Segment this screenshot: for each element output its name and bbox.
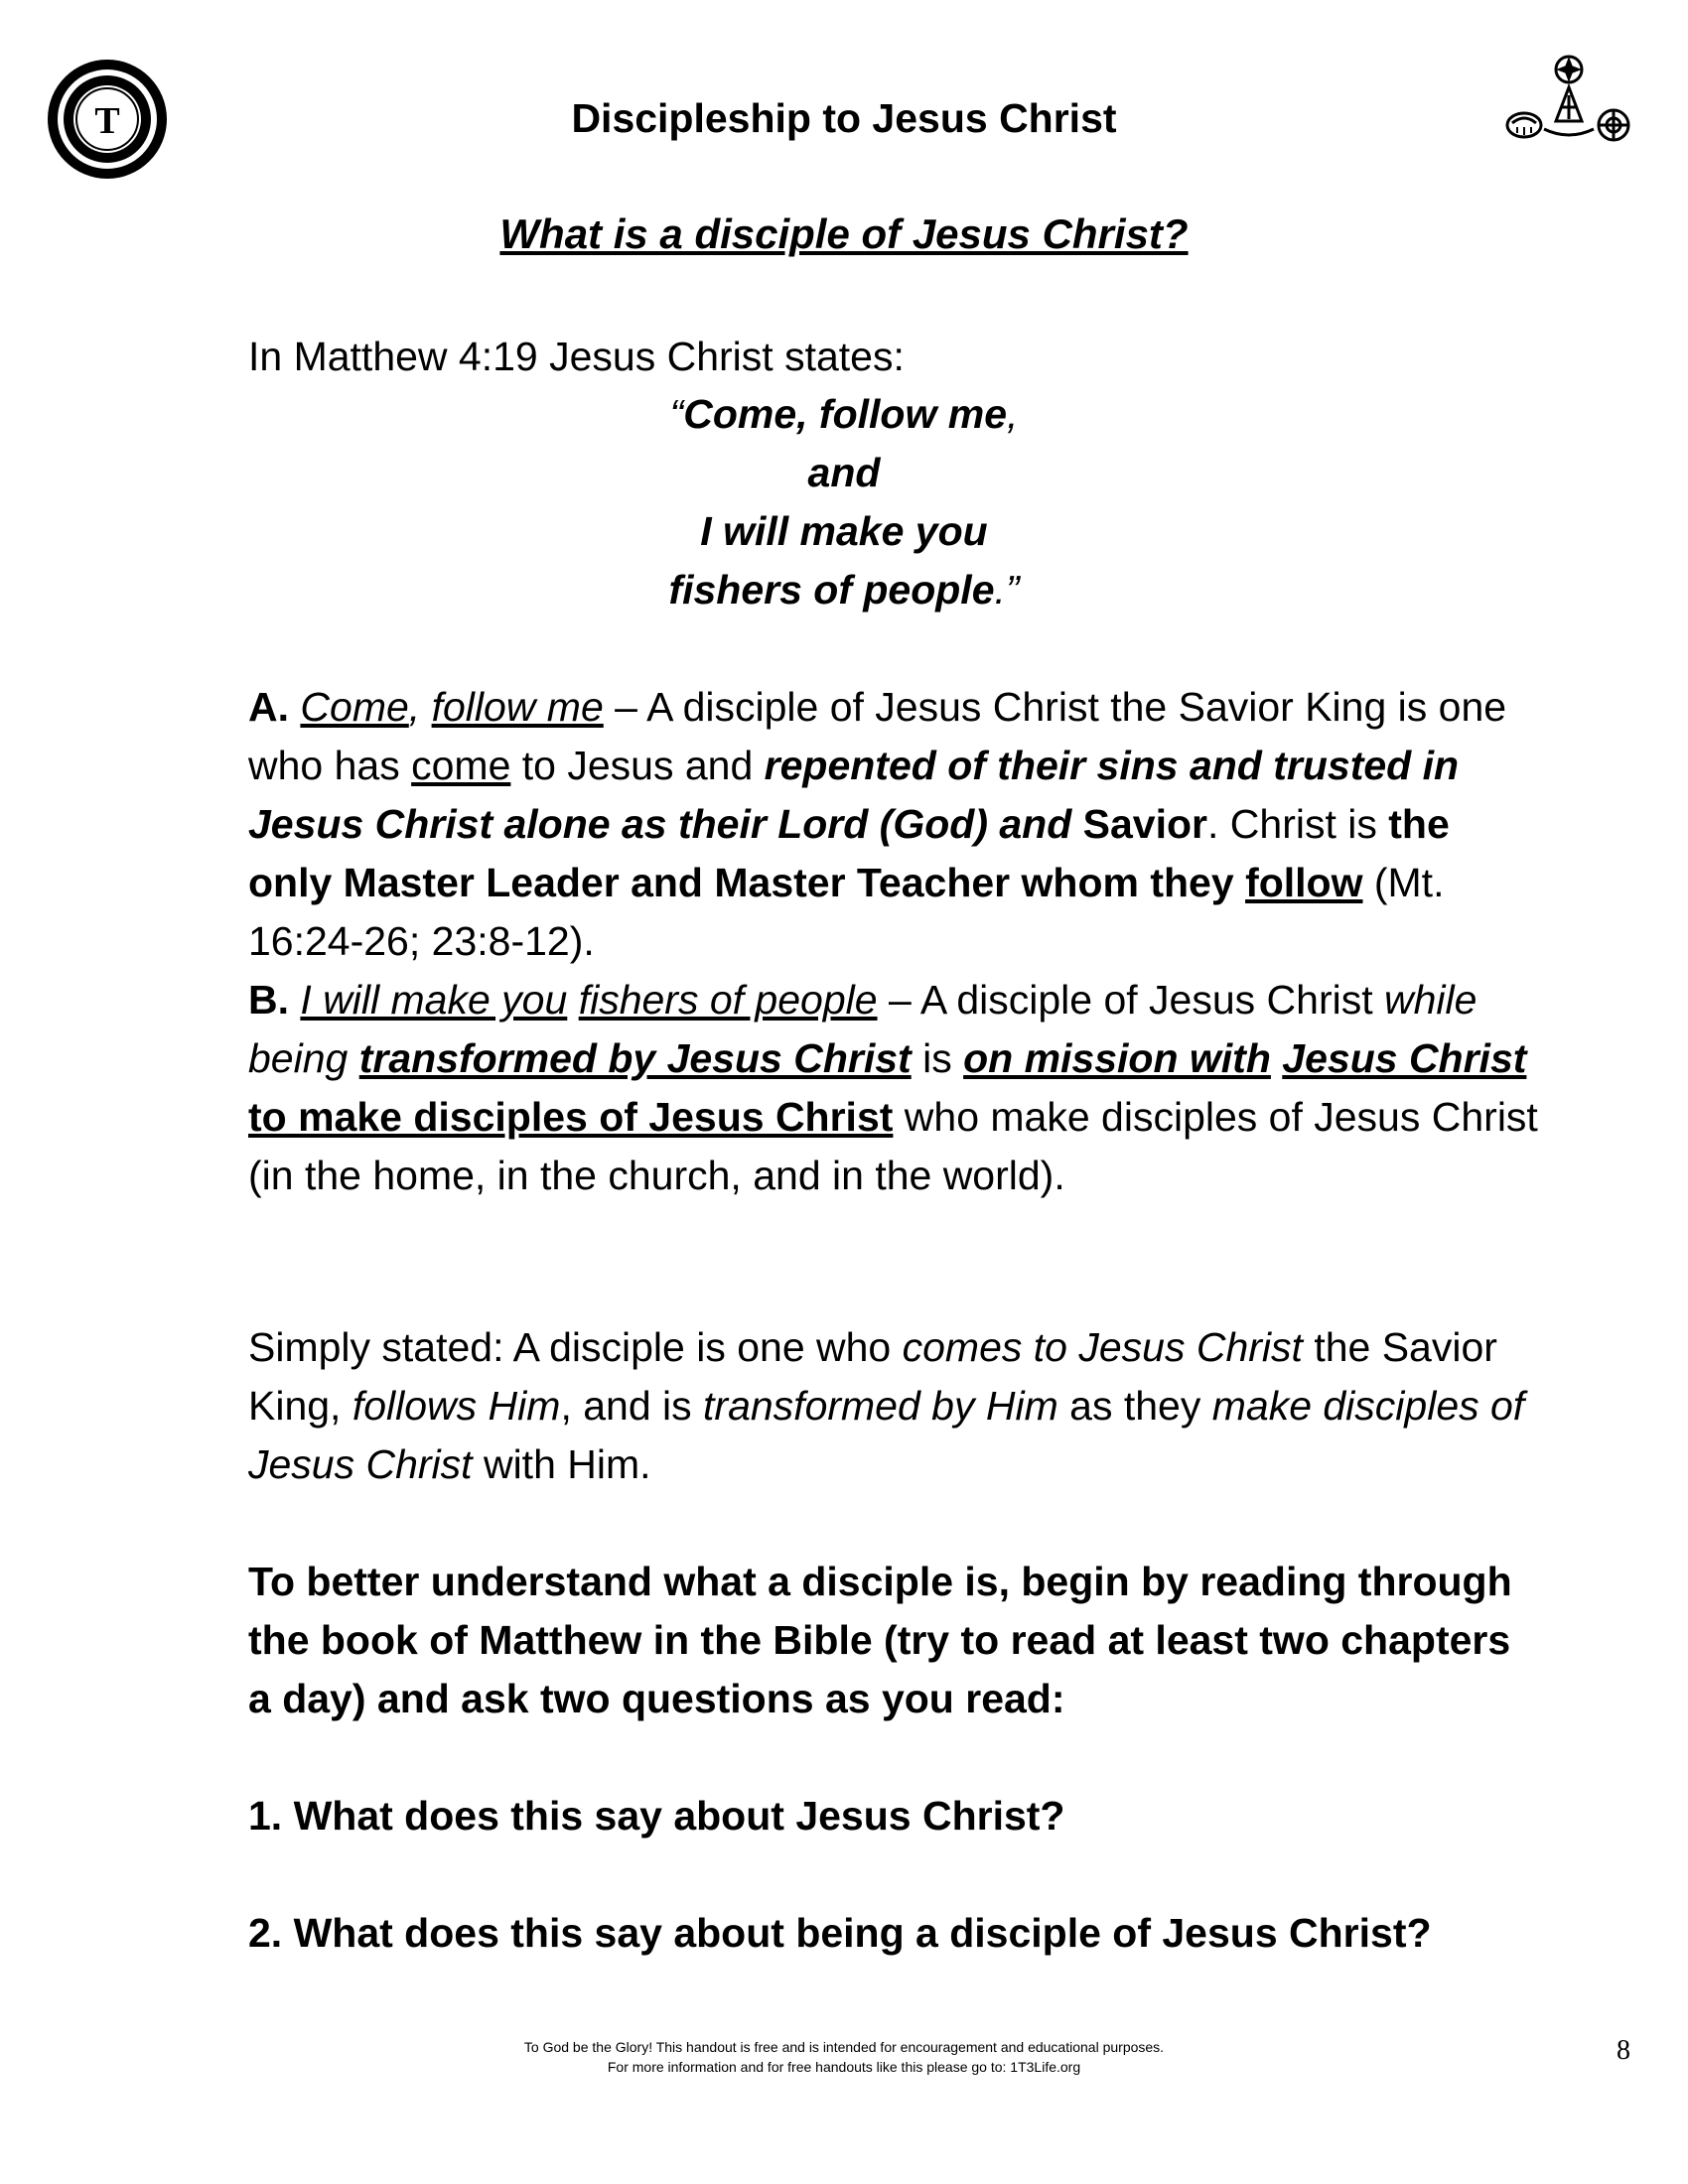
quote-close: .” xyxy=(994,567,1020,613)
footer-line-1: To God be the Glory! This handout is free and is intended for encouragement and educational purposes. xyxy=(523,2039,1165,2055)
simply-transformed: transformed by Him xyxy=(703,1383,1058,1429)
simply-follows: follows Him xyxy=(352,1383,561,1429)
point-b-fishers: fishers of people xyxy=(578,977,878,1023)
footer-line-2: For more information and for free handouts like this please go to: 1T3Life.org xyxy=(607,2059,1081,2075)
quote-comma: , xyxy=(1007,391,1019,437)
point-a-savior: Savior xyxy=(1082,801,1207,847)
reading-instruction: To better understand what a disciple is, begin by reading through the book of Matthew in the Bible (try to read at least two chapters a day) and ask two questions as you read: xyxy=(248,1559,1512,1721)
point-a-comma: , xyxy=(408,684,421,730)
point-a-come-2: come xyxy=(411,743,511,788)
simply-text-4: as they xyxy=(1057,1383,1212,1429)
point-b-while-being: while being xyxy=(248,977,1477,1081)
point-b-i-will: I will make you xyxy=(300,977,568,1023)
point-a-repented: repented of their sins and trusted in Jesus Christ alone as their Lord (God) and xyxy=(248,743,1460,847)
footer xyxy=(0,2037,1688,2077)
point-b-text-2: who make disciples of Jesus Christ (in the home, in the church, and in the world). xyxy=(248,1094,1538,1198)
point-a-text-2: to Jesus and xyxy=(510,743,765,788)
question-1: 1. What does this say about Jesus Christ? xyxy=(248,1793,1065,1839)
point-b-text-1: – A disciple of Jesus Christ xyxy=(877,977,1385,1023)
simply-stated-paragraph xyxy=(248,1318,1539,1494)
simply-comes: comes to Jesus Christ xyxy=(902,1324,1303,1370)
point-a-follow-me: follow me xyxy=(431,684,604,730)
point-a-text-3: . Christ is xyxy=(1207,801,1389,847)
quote-line-2: and xyxy=(807,450,881,495)
point-b-marker: B. xyxy=(248,977,289,1023)
intro-text: In Matthew 4:19 Jesus Christ states: xyxy=(248,334,905,379)
point-a-marker: A. xyxy=(248,684,289,730)
page-title: Discipleship to Jesus Christ xyxy=(571,95,1117,141)
simply-text-5: with Him. xyxy=(472,1441,651,1487)
point-b-on-mission: on mission with xyxy=(963,1035,1271,1081)
point-a-come: Come xyxy=(300,684,409,730)
point-b-transformed: transformed by Jesus Christ xyxy=(358,1035,912,1081)
simply-text-2: the Savior King, xyxy=(248,1324,1497,1429)
point-b-is: is xyxy=(911,1035,964,1081)
point-a-refs: (Mt. 16:24-26; 23:8-12). xyxy=(248,860,1445,964)
scripture-quote xyxy=(0,385,1688,619)
point-b-jesus-christ: Jesus Christ xyxy=(1282,1035,1527,1081)
page-number: 8 xyxy=(1617,2035,1630,2066)
quote-line-1 xyxy=(0,385,1688,444)
simply-make: make disciples of Jesus Christ xyxy=(248,1383,1525,1487)
simply-text-3: , and is xyxy=(560,1383,704,1429)
point-a-only-master: the only Master Leader and Master Teacher whom they xyxy=(248,801,1450,905)
logo-letter: T xyxy=(94,100,120,142)
simply-text-1: Simply stated: A disciple is one who xyxy=(248,1324,903,1370)
quote-come-follow: Come, follow me xyxy=(683,391,1007,437)
section-heading: What is a disciple of Jesus Christ? xyxy=(499,210,1189,257)
point-b-to-make: to make disciples of Jesus Christ xyxy=(248,1094,894,1140)
question-2: 2. What does this say about being a disciple of Jesus Christ? xyxy=(248,1910,1432,1956)
point-a-paragraph xyxy=(248,678,1539,1205)
quote-line-4 xyxy=(0,561,1688,619)
quote-open-mark: “ xyxy=(669,391,684,437)
point-a-follow: follow xyxy=(1245,860,1363,905)
quote-fishers: fishers of people xyxy=(668,567,995,613)
point-a-text-1: – A disciple of Jesus Christ the Savior King is one who has xyxy=(248,684,1507,788)
quote-line-3: I will make you xyxy=(700,508,988,554)
